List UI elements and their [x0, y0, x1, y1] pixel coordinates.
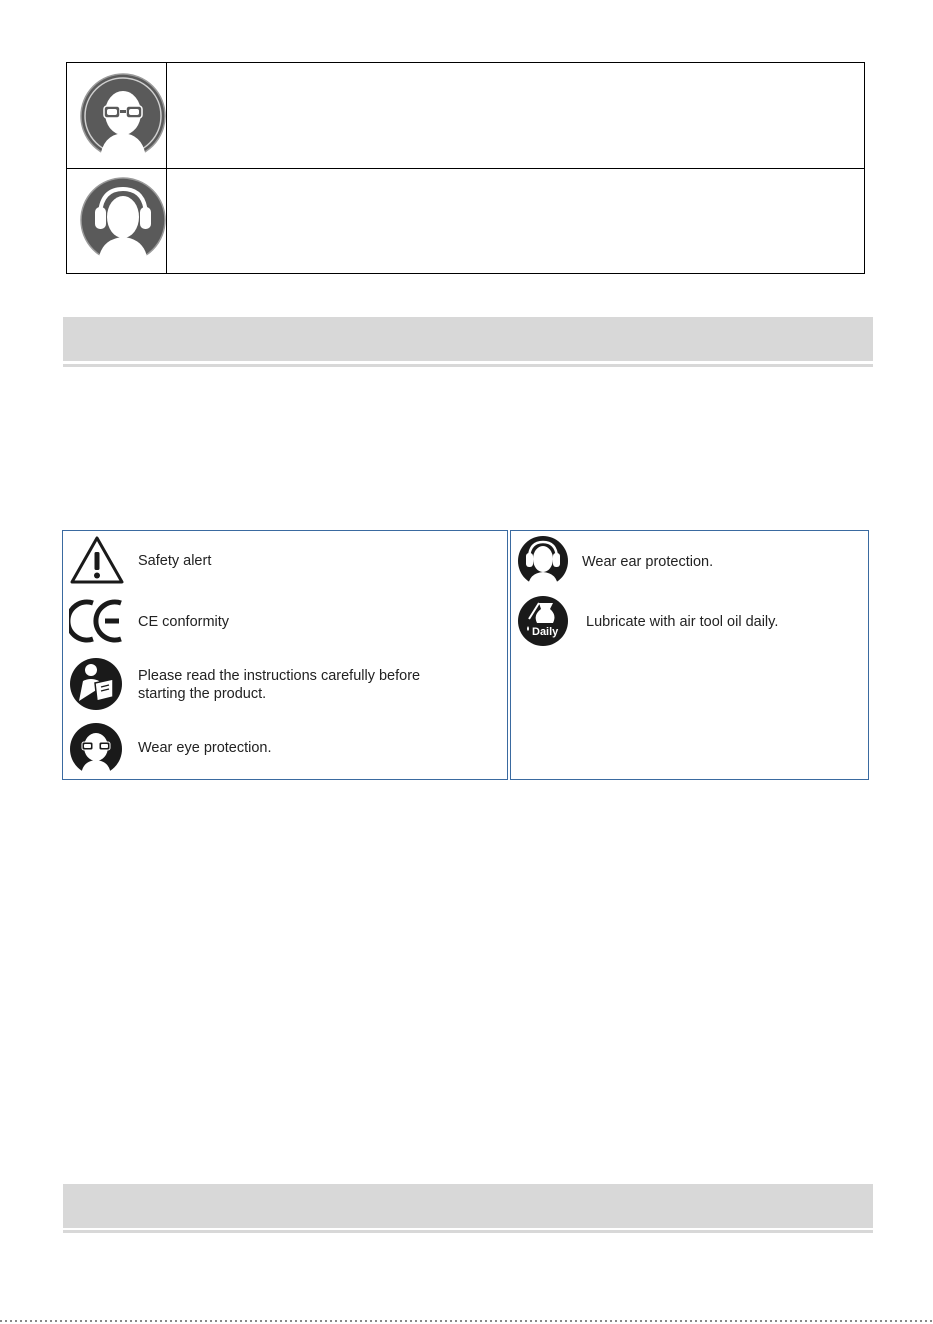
eye-protection-icon: [69, 722, 123, 776]
section-header-bar: [63, 1184, 873, 1228]
table-row: [67, 169, 864, 273]
symbol-label: Lubricate with air tool oil daily.: [586, 614, 779, 630]
section-divider: [63, 364, 873, 367]
section-divider: [63, 1230, 873, 1233]
oil-can-icon: [517, 595, 569, 647]
ce-mark-icon: [69, 597, 125, 645]
page-bottom-edge: [0, 1320, 933, 1322]
section-header-bar: [63, 317, 873, 361]
warning-triangle-icon: [69, 535, 125, 585]
svg-text:Daily: Daily: [532, 626, 559, 638]
symbol-label: Safety alert: [138, 553, 212, 569]
ear-protection-icon: [517, 535, 569, 587]
read-manual-icon: [69, 657, 123, 711]
eye-protection-icon: [80, 73, 166, 159]
symbol-label: CE conformity: [138, 614, 230, 630]
protection-table: [66, 62, 865, 274]
ear-protection-icon: [80, 177, 166, 263]
symbols-panel-right: [510, 530, 869, 780]
symbol-label: Please read the instructions carefully before: [138, 668, 421, 684]
symbol-label: starting the product.: [138, 686, 267, 702]
table-row: [67, 63, 864, 169]
symbol-label: Wear eye protection.: [138, 740, 272, 756]
symbols-panel-left: [62, 530, 508, 780]
symbol-label: Wear ear protection.: [582, 554, 714, 570]
